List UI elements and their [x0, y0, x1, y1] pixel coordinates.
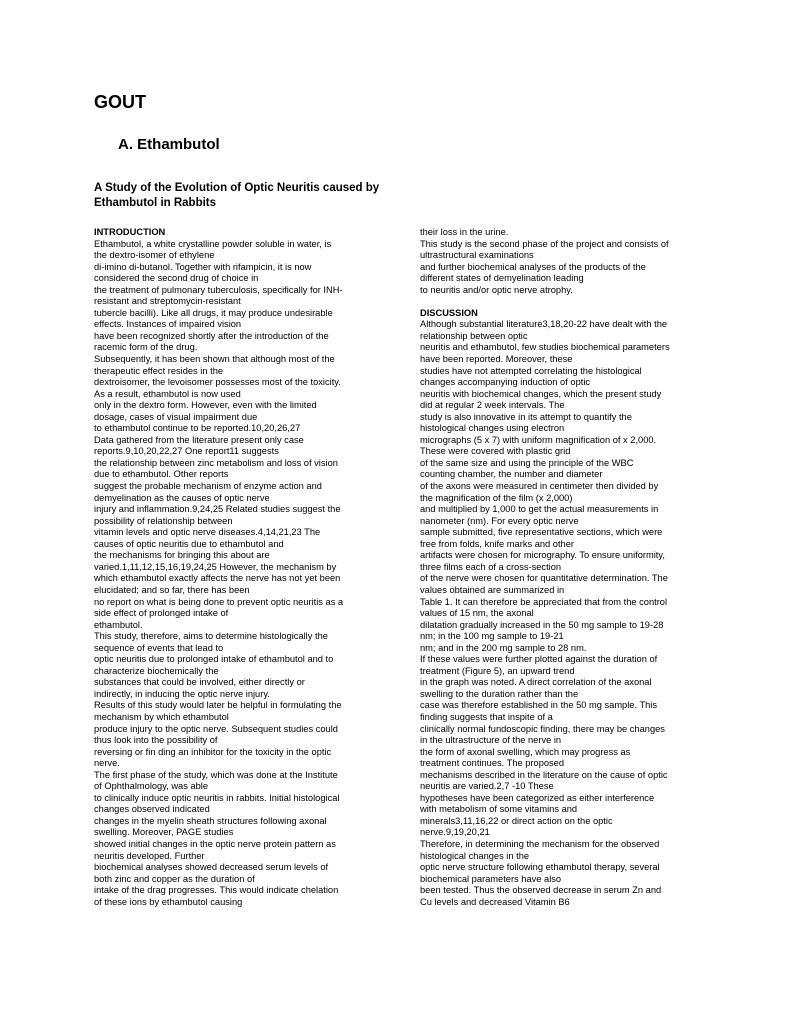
text-line: of these ions by ethambutol causing	[94, 896, 243, 907]
paper-title-line: A Study of the Evolution of Optic Neuritis caused by	[94, 182, 380, 194]
text-line: Data gathered from the literature present only case	[94, 434, 304, 445]
text-line: clinically normal fundoscopic finding, there may be changes	[420, 723, 665, 734]
text-line: characterize biochemically the	[94, 665, 219, 676]
text-line: hypotheses have been categorized as either interference	[420, 792, 655, 803]
text-line: considered the second drug of choice in	[94, 273, 259, 284]
text-line: nerve.	[94, 758, 120, 769]
text-line: their loss in the urine.	[420, 227, 509, 237]
text-line: Although substantial literature3,18,20-22 have dealt with the	[420, 319, 668, 330]
text-line: in the graph was noted. A direct correlation of the axonal	[420, 677, 652, 688]
text-line: injury and inflammation.9,24,25 Related studies suggest the	[94, 504, 341, 515]
text-line: case was therefore established in the 50 mg sample. This	[420, 700, 658, 711]
text-line: reversing or fin ding an inhibitor for the toxicity in the optic	[94, 746, 332, 757]
discussion-body	[420, 319, 705, 908]
left-column	[94, 227, 379, 908]
text-line: the form of axonal swelling, which may progress as	[420, 746, 631, 757]
text-line: If these values were further plotted against the duration of	[420, 654, 658, 665]
text-line: nerve.9,19,20,21	[420, 827, 490, 838]
text-line: nm; and in the 200 mg sample to 28 nm.	[420, 642, 587, 653]
text-line: optic neuritis due to prolonged intake of ethambutol and to	[94, 654, 334, 665]
text-line: showed initial changes in the optic nerve protein pattern as	[94, 838, 336, 849]
section-heading: A. Ethambutol	[118, 136, 220, 153]
text-line: therapeutic effect resides in the	[94, 365, 224, 376]
text-line: nm; in the 100 mg sample to 19-21	[420, 631, 564, 642]
text-line: swelling. Moreover, PAGE studies	[94, 827, 234, 838]
text-line: These were covered with plastic grid	[420, 446, 571, 457]
text-line: This study, therefore, aims to determine histologically the	[94, 631, 328, 642]
text-line: Subsequently, it has been shown that although most of the	[94, 354, 335, 365]
discussion-heading: DISCUSSION	[420, 307, 478, 318]
text-line: mechanisms described in the literature on the cause of optic	[420, 769, 668, 780]
text-line: racemic form of the drug.	[94, 342, 198, 353]
text-line: neuritis developed. Further	[94, 850, 205, 861]
text-line: and further biochemical analyses of the products of the	[420, 261, 646, 272]
text-line: values obtained are summarized in	[420, 584, 565, 595]
text-line: The first phase of the study, which was done at the Institute	[94, 769, 338, 780]
text-line: the relationship between zinc metabolism and loss of vision	[94, 457, 338, 468]
text-line: This study is the second phase of the project and consists of	[420, 238, 669, 249]
text-line: no report on what is being done to prevent optic neuritis as a	[94, 596, 344, 607]
text-line: thus look into the possibility of	[94, 735, 218, 746]
text-line: treatment continues. The proposed	[420, 758, 565, 769]
text-line: produce injury to the optic nerve. Subsequent studies could	[94, 723, 338, 734]
text-line: and multiplied by 1,000 to get the actual measurements in	[420, 504, 659, 515]
text-line: have been reported. Moreover, these	[420, 354, 573, 365]
text-line: been tested. Thus the observed decrease in serum Zn and	[420, 885, 662, 896]
text-line: to ethambutol continue to be reported.10,20,26,27	[94, 423, 301, 434]
text-line: free from folds, knife marks and other	[420, 538, 574, 549]
text-line: with metabolism of some vitamins and	[420, 804, 578, 815]
text-line: Ethambutol, a white crystalline powder soluble in water, is	[94, 238, 332, 249]
text-line: Results of this study would later be helpful in formulating the	[94, 700, 342, 711]
right-column	[420, 227, 705, 908]
text-line: to neuritis and/or optic nerve atrophy.	[420, 284, 573, 295]
text-line: the treatment of pulmonary tuberculosis, specifically for INH-	[94, 284, 343, 295]
introduction-body	[94, 239, 379, 909]
text-line: the mechanisms for bringing this about are	[94, 550, 270, 561]
text-line: dosage, cases of visual impairment due	[94, 411, 258, 422]
text-line: only in the dextro form. However, even with the limited	[94, 400, 317, 411]
text-line: elucidated; and so far, there has been	[94, 584, 250, 595]
text-line: resistant and streptomycin-resistant	[94, 296, 241, 307]
text-line: effects. Instances of impaired vision	[94, 319, 242, 330]
text-line: dextroisomer, the levoisomer possesses most of the toxicity.	[94, 377, 341, 388]
text-line: due to ethambutol. Other reports	[94, 469, 229, 480]
text-line: histological changes in the	[420, 850, 530, 861]
text-line: suggest the probable mechanism of enzyme action and	[94, 481, 322, 492]
text-line: reports.9,10,20,22,27 One report11 suggests	[94, 446, 279, 457]
text-line: possibility of relationship between	[94, 515, 233, 526]
text-line: neuritis with biochemical changes, which the present study	[420, 388, 662, 399]
text-line: changes in the myelin sheath structures following axonal	[94, 815, 327, 826]
text-line: values of 15 nm, the axonal	[420, 608, 534, 619]
text-line: As a result, ethambutol is now used	[94, 388, 241, 399]
text-line: swelling to the duration rather than the	[420, 688, 579, 699]
text-line: to clinically induce optic neuritis in rabbits. Initial histological	[94, 792, 340, 803]
text-line: vitamin levels and optic nerve diseases.4,14,21,23 The	[94, 527, 321, 538]
text-line: Cu levels and decreased Vitamin B6	[420, 896, 570, 907]
text-line: both zinc and copper as the duration of	[94, 873, 255, 884]
text-line: of Ophthalmology, was able	[94, 781, 209, 792]
text-line: causes of optic neuritis due to ethambutol and	[94, 538, 284, 549]
text-line: ethambutol.	[94, 619, 143, 630]
text-line: biochemical parameters have also	[420, 873, 562, 884]
text-line: have been recognized shortly after the introduction of the	[94, 330, 329, 341]
paper-title-line: Ethambutol in Rabbits	[94, 197, 217, 209]
text-line: dilatation gradually increased in the 50 mg sample to 19-28	[420, 619, 664, 630]
text-line: minerals3,11,16,22 or direct action on the optic	[420, 815, 613, 826]
text-line: of the axons were measured in centimeter then divided by	[420, 481, 659, 492]
text-line: relationship between optic	[420, 330, 528, 341]
text-line: artifacts were chosen for micrography. To ensure uniformity,	[420, 550, 665, 561]
text-line: different states of demyelination leading	[420, 273, 584, 284]
text-line: histological changes using electron	[420, 423, 565, 434]
text-line: di-imino di-butanol. Together with rifampicin, it is now	[94, 261, 312, 272]
text-line: optic nerve structure following ethambutol therapy, several	[420, 862, 660, 873]
text-line: of the same size and using the principle of the WBC	[420, 457, 634, 468]
paragraph-gap	[420, 296, 705, 308]
text-line: three films each of a cross-section	[420, 561, 562, 572]
text-line: treatment (Figure 5), an upward trend	[420, 665, 575, 676]
page-title: GOUT	[94, 92, 146, 112]
paper-title	[94, 181, 434, 211]
text-line: did at regular 2 week intervals. The	[420, 400, 565, 411]
text-line: tubercle bacilli). Like all drugs, it may produce undesirable	[94, 307, 333, 318]
text-line: varied.1,11,12,15,16,19,24,25 However, the mechanism by	[94, 561, 337, 572]
text-line: changes observed indicated	[94, 804, 210, 815]
text-line: neuritis are varied.2,7 -10 These	[420, 781, 554, 792]
text-line: substances that could be involved, either directly or	[94, 677, 305, 688]
text-line: demyelination as the causes of optic nerve	[94, 492, 270, 503]
text-line: biochemical analyses showed decreased serum levels of	[94, 862, 329, 873]
text-line: the dextro-isomer of ethylene	[94, 250, 215, 261]
text-line: studies have not attempted correlating the histological	[420, 365, 642, 376]
text-line: of the nerve were chosen for quantitative determination. The	[420, 573, 668, 584]
text-line: counting chamber, the number and diameter	[420, 469, 603, 480]
text-line: intake of the drag progresses. This would indicate chelation	[94, 885, 339, 896]
text-line: neuritis and ethambutol, few studies biochemical parameters	[420, 342, 670, 353]
introduction-continued	[420, 227, 705, 296]
text-line: finding suggests that inspite of a	[420, 711, 553, 722]
text-line: micrographs (5 x 7) with uniform magnification of x 2,000.	[420, 434, 657, 445]
text-line: Table 1. It can therefore be appreciated that from the control	[420, 596, 668, 607]
text-line: Therefore, in determining the mechanism for the observed	[420, 838, 660, 849]
text-line: in the ultrastructure of the nerve in	[420, 735, 562, 746]
text-line: side effect of prolonged intake of	[94, 608, 229, 619]
text-line: which ethambutol exactly affects the nerve has not yet been	[94, 573, 341, 584]
text-line: study is also innovative in its attempt to quantify the	[420, 411, 632, 422]
text-line: changes accompanying induction of optic	[420, 377, 591, 388]
text-line: sample submitted, five representative sections, which were	[420, 527, 663, 538]
text-line: sequence of events that lead to	[94, 642, 224, 653]
introduction-heading: INTRODUCTION	[94, 227, 166, 237]
text-line: the magnification of the film (x 2,000)	[420, 492, 573, 503]
text-line: nanometer (nm). For every optic nerve	[420, 515, 579, 526]
text-line: mechanism by which ethambutol	[94, 711, 229, 722]
text-line: indirectly, in inducing the optic nerve injury.	[94, 688, 270, 699]
text-line: ultrastructural examinations	[420, 250, 534, 261]
